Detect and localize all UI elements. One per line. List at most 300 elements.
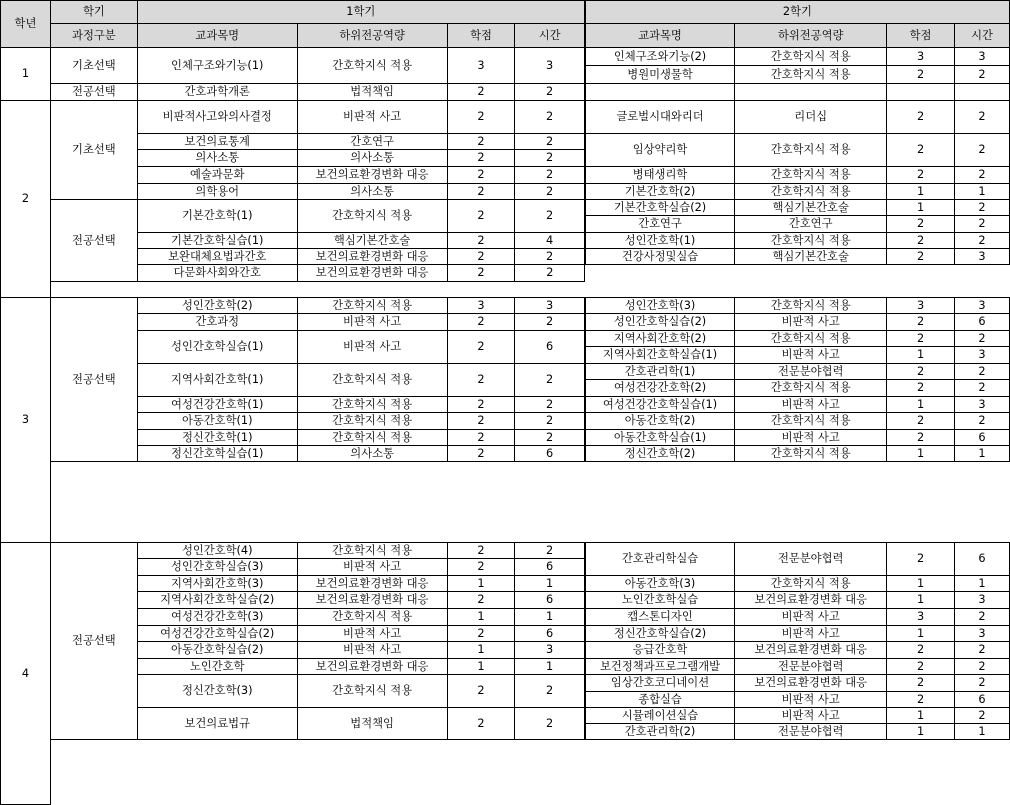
- sem2-credit: 2: [887, 233, 955, 249]
- table-row: [1, 184, 1010, 200]
- sem1-credit: 2: [447, 150, 515, 167]
- sem1-credit: 3: [447, 298, 515, 314]
- sem2-credit: 2: [887, 543, 955, 576]
- sem1-credit: 2: [447, 84, 515, 101]
- sem1-subject: 노인간호학: [137, 659, 297, 675]
- sem2-credit: 1: [887, 708, 955, 724]
- sem1-credit: 2: [447, 314, 515, 331]
- sem2-subject: 간호관리학(1): [585, 364, 735, 380]
- sem2-competency: 비판적 사고: [735, 430, 887, 446]
- sem2-subject: 간호관리학(2): [585, 724, 735, 740]
- sem2-subject: 인체구조와기능(2): [585, 48, 735, 66]
- sem2-competency: 전문분야협력: [735, 364, 887, 380]
- sem1-subject: 지역사회간호학(3): [137, 576, 297, 592]
- year-cell: 4: [1, 543, 51, 805]
- sem1-hours: 4: [515, 233, 585, 249]
- sem1-subject: 간호과정: [137, 314, 297, 331]
- sem2-hours: 6: [955, 543, 1010, 576]
- category-cell: 전공선택: [50, 543, 137, 740]
- sem2-credit: 3: [887, 609, 955, 626]
- sem1-credit: 2: [447, 543, 515, 559]
- sem1-hours: 2: [515, 167, 585, 184]
- sem1-hours: 2: [515, 265, 585, 282]
- sem1-hours: 2: [515, 430, 585, 446]
- sem2-hours: [955, 84, 1010, 101]
- sem1-competency: 간호학지식 적용: [297, 430, 447, 446]
- sem1-competency: 간호학지식 적용: [297, 413, 447, 430]
- table-row: [1, 167, 1010, 184]
- sem1-subject: 성인간호학실습(3): [137, 559, 297, 576]
- sem1-credit: 1: [447, 659, 515, 675]
- table-row: [1, 642, 1010, 659]
- sem1-credit: 2: [447, 364, 515, 397]
- sem2-competency: 보건의료환경변화 대응: [735, 642, 887, 659]
- sem1-credit: 2: [447, 265, 515, 282]
- sem2-competency: 핵심기본간호술: [735, 249, 887, 265]
- sem2-hours: 3: [955, 592, 1010, 609]
- sem1-hours: 6: [515, 446, 585, 462]
- sem2-subject: 간호관리학실습: [585, 543, 735, 576]
- sem1-subject: 지역사회간호학실습(2): [137, 592, 297, 609]
- sem2-credit: 3: [887, 48, 955, 66]
- sem2-competency: 간호학지식 적용: [735, 380, 887, 397]
- sem1-credit: 2: [447, 134, 515, 150]
- sem2-competency: 간호학지식 적용: [735, 413, 887, 430]
- sem1-subject: 지역사회간호학(1): [137, 364, 297, 397]
- sem1-credit: 3: [447, 48, 515, 84]
- sem2-credit: 2: [887, 642, 955, 659]
- semester2-header: 2학기: [585, 1, 1010, 24]
- sem2-credit: 1: [887, 200, 955, 216]
- sem1-subject: 간호과학개론: [137, 84, 297, 101]
- table-row: [1, 478, 1010, 495]
- sem1-credit: 2: [447, 200, 515, 233]
- sem1-competency: 비판적 사고: [297, 559, 447, 576]
- sem2-credit: 2: [887, 134, 955, 167]
- semester-header: 학기: [50, 1, 137, 24]
- sem2-hours: 1: [955, 446, 1010, 462]
- sem1-credit-header: 학점: [447, 24, 515, 48]
- sem1-competency: 간호학지식 적용: [297, 48, 447, 84]
- sem2-subject: 성인간호학실습(2): [585, 314, 735, 331]
- sem1-competency: 비판적 사고: [297, 314, 447, 331]
- sem1-hours: 2: [515, 675, 585, 708]
- table-row: [1, 84, 1010, 101]
- sem1-competency: 보건의료환경변화 대응: [297, 167, 447, 184]
- sem1-credit: 2: [447, 233, 515, 249]
- sem2-hours: 2: [955, 167, 1010, 184]
- sem2-subject: 임상약리학: [585, 134, 735, 167]
- sem2-hours: 1: [955, 724, 1010, 740]
- sem1-hours-header: 시간: [515, 24, 585, 48]
- sem1-competency: 의사소통: [297, 150, 447, 167]
- sem1-subject: 성인간호학(2): [137, 298, 297, 314]
- sem1-credit: 2: [447, 559, 515, 576]
- sem1-hours: 2: [515, 314, 585, 331]
- sem1-hours: 2: [515, 200, 585, 233]
- sem1-competency: 핵심기본간호술: [297, 233, 447, 249]
- sem1-credit: 2: [447, 184, 515, 200]
- sem2-hours: 2: [955, 101, 1010, 134]
- sem2-hours: 6: [955, 314, 1010, 331]
- sem1-subject: 성인간호학실습(1): [137, 331, 297, 364]
- sem1-competency: 비판적 사고: [297, 642, 447, 659]
- table-row: [1, 527, 1010, 543]
- table-row: [1, 397, 1010, 413]
- sem1-credit: 2: [447, 626, 515, 642]
- sem1-subject: 여성건강간호학실습(2): [137, 626, 297, 642]
- sem2-competency: 간호학지식 적용: [735, 134, 887, 167]
- sem2-competency: 간호학지식 적용: [735, 446, 887, 462]
- table-row: [1, 543, 1010, 559]
- table-row: [1, 134, 1010, 150]
- sem1-hours: 2: [515, 84, 585, 101]
- sem2-hours: 2: [955, 380, 1010, 397]
- sem1-competency: 보건의료환경변화 대응: [297, 576, 447, 592]
- sem2-subject: 병원미생물학: [585, 66, 735, 84]
- table-row: [1, 592, 1010, 609]
- sem2-subject: 지역사회간호학실습(1): [585, 347, 735, 364]
- semester1-header: 1학기: [137, 1, 585, 24]
- sem1-subject: 성인간호학(4): [137, 543, 297, 559]
- sem2-credit: 1: [887, 347, 955, 364]
- sem2-credit: 2: [887, 413, 955, 430]
- sem2-hours: 1: [955, 576, 1010, 592]
- sem2-subject: 간호연구: [585, 216, 735, 233]
- sem2-subject: 캡스톤디자인: [585, 609, 735, 626]
- table-row: [1, 659, 1010, 675]
- sem2-hours: 3: [955, 298, 1010, 314]
- sem1-credit: 2: [447, 249, 515, 265]
- sem1-competency: 비판적 사고: [297, 331, 447, 364]
- sem2-hours: 3: [955, 48, 1010, 66]
- table-row: [1, 462, 1010, 478]
- sem1-hours: 2: [515, 184, 585, 200]
- sem2-competency: 비판적 사고: [735, 692, 887, 708]
- sem1-credit: 2: [447, 167, 515, 184]
- sem2-hours: 2: [955, 659, 1010, 675]
- sem1-credit: 2: [447, 413, 515, 430]
- sem1-subject: 보완대체요법과간호: [137, 249, 297, 265]
- sem2-credit-header: 학점: [887, 24, 955, 48]
- sem1-competency: 간호학지식 적용: [297, 609, 447, 626]
- sem2-hours: 2: [955, 134, 1010, 167]
- sem2-credit: 1: [887, 626, 955, 642]
- sem2-credit: 2: [887, 692, 955, 708]
- table-row: [1, 200, 1010, 216]
- sem2-credit: 2: [887, 101, 955, 134]
- sem2-competency: 간호학지식 적용: [735, 184, 887, 200]
- sem1-hours: 3: [515, 298, 585, 314]
- sem2-credit: 1: [887, 576, 955, 592]
- sem1-subject: 인체구조와기능(1): [137, 48, 297, 84]
- table-row: [1, 495, 1010, 511]
- sem1-credit: 2: [447, 430, 515, 446]
- sem1-competency: 간호연구: [297, 134, 447, 150]
- sem2-credit: [887, 84, 955, 101]
- sem2-hours: 2: [955, 66, 1010, 84]
- sem1-subject: 다문화사회와간호: [137, 265, 297, 282]
- sem1-credit: 1: [447, 609, 515, 626]
- sem2-hours-header: 시간: [955, 24, 1010, 48]
- sem2-hours: 2: [955, 233, 1010, 249]
- sem2-credit: 3: [887, 298, 955, 314]
- table-row: [1, 626, 1010, 642]
- sem1-subject: 예술과문화: [137, 167, 297, 184]
- sem2-competency: [735, 84, 887, 101]
- sem2-credit: 2: [887, 430, 955, 446]
- sem1-hours: 2: [515, 364, 585, 397]
- table-row: [1, 708, 1010, 724]
- sem2-hours: 2: [955, 642, 1010, 659]
- sem2-competency: 핵심기본간호술: [735, 200, 887, 216]
- sem1-hours: 6: [515, 626, 585, 642]
- sem2-subject: 정신간호학실습(2): [585, 626, 735, 642]
- category-cell: 기초선택: [50, 101, 137, 200]
- sem2-subject: 기본간호학실습(2): [585, 200, 735, 216]
- sem2-competency: 간호학지식 적용: [735, 48, 887, 66]
- table-row: [1, 413, 1010, 430]
- table-row: [1, 773, 1010, 789]
- table-row: [1, 675, 1010, 692]
- sem2-subject-header: 교과목명: [585, 24, 735, 48]
- sem2-competency: 간호학지식 적용: [735, 167, 887, 184]
- sem2-subject: 성인간호학(3): [585, 298, 735, 314]
- sem2-competency: 간호학지식 적용: [735, 298, 887, 314]
- sem2-hours: 2: [955, 364, 1010, 380]
- sem1-competency: 보건의료환경변화 대응: [297, 592, 447, 609]
- sem1-competency: 보건의료환경변화 대응: [297, 265, 447, 282]
- sem2-hours: 1: [955, 184, 1010, 200]
- table-row: [1, 249, 1010, 265]
- sem2-subject: 여성건강간호학(2): [585, 380, 735, 397]
- category-cell: 기초선택: [50, 48, 137, 84]
- sem2-hours: 2: [955, 675, 1010, 692]
- sem1-competency: 법적책임: [297, 708, 447, 740]
- sem1-credit: 2: [447, 592, 515, 609]
- sem2-subject: 병태생리학: [585, 167, 735, 184]
- sem1-credit: 2: [447, 446, 515, 462]
- sem2-competency: 간호학지식 적용: [735, 331, 887, 347]
- sem2-subject: 시뮬레이션실습: [585, 708, 735, 724]
- table-row: [1, 364, 1010, 380]
- table-row: [1, 757, 1010, 773]
- sem2-competency: 전문분야협력: [735, 724, 887, 740]
- sem2-subject: 임상간호코디네이션: [585, 675, 735, 692]
- sem1-hours: 2: [515, 249, 585, 265]
- table-row: [1, 101, 1010, 117]
- sem2-competency: 보건의료환경변화 대응: [735, 675, 887, 692]
- sem1-hours: 1: [515, 576, 585, 592]
- sem2-hours: 3: [955, 347, 1010, 364]
- sem1-hours: 6: [515, 331, 585, 364]
- sem1-credit: 2: [447, 675, 515, 708]
- sem1-hours: 1: [515, 609, 585, 626]
- sem2-credit: 2: [887, 659, 955, 675]
- sem1-credit: 2: [447, 101, 515, 134]
- sem2-subject: 아동간호학(2): [585, 413, 735, 430]
- sem1-competency: 법적책임: [297, 84, 447, 101]
- sem1-hours: 2: [515, 134, 585, 150]
- sem2-hours: 2: [955, 331, 1010, 347]
- sem2-subject: 건강사정및실습: [585, 249, 735, 265]
- sem2-competency: 리더십: [735, 101, 887, 134]
- sem1-hours: 2: [515, 413, 585, 430]
- sem2-hours: 3: [955, 397, 1010, 413]
- sem1-subject: 의학용어: [137, 184, 297, 200]
- sem2-subject: 기본간호학(2): [585, 184, 735, 200]
- sem2-credit: 1: [887, 592, 955, 609]
- sem2-subject: 보건정책과프로그램개발: [585, 659, 735, 675]
- sem2-credit: 1: [887, 446, 955, 462]
- sem1-subject: 여성건강간호학(1): [137, 397, 297, 413]
- sem1-credit: 2: [447, 708, 515, 740]
- category-cell: 전공선택: [50, 298, 137, 462]
- table-row: [1, 789, 1010, 805]
- category-cell: 전공선택: [50, 84, 137, 101]
- sem2-subject: [585, 84, 735, 101]
- sem2-competency: 보건의료환경변화 대응: [735, 592, 887, 609]
- sem2-competency: 비판적 사고: [735, 314, 887, 331]
- year-cell: 3: [1, 298, 51, 543]
- sem2-hours: 6: [955, 692, 1010, 708]
- sem2-competency: 간호학지식 적용: [735, 233, 887, 249]
- sem2-hours: 3: [955, 249, 1010, 265]
- sem1-subject-header: 교과목명: [137, 24, 297, 48]
- sem2-subject: 지역사회간호학(2): [585, 331, 735, 347]
- sem2-hours: 2: [955, 200, 1010, 216]
- sem2-subject: 정신간호학(2): [585, 446, 735, 462]
- sem2-competency-header: 하위전공역량: [735, 24, 887, 48]
- sem2-credit: 2: [887, 66, 955, 84]
- sem1-subject: 여성건강간호학(3): [137, 609, 297, 626]
- sem1-competency: 간호학지식 적용: [297, 543, 447, 559]
- sem2-credit: 2: [887, 364, 955, 380]
- table-row: [1, 511, 1010, 527]
- sem2-subject: 노인간호학실습: [585, 592, 735, 609]
- category-cell: 전공선택: [50, 200, 137, 282]
- sem1-competency: 보건의료환경변화 대응: [297, 249, 447, 265]
- sem2-competency: 간호연구: [735, 216, 887, 233]
- sem1-hours: 2: [515, 397, 585, 413]
- sem2-competency: 비판적 사고: [735, 397, 887, 413]
- sem2-subject: 여성건강간호학실습(1): [585, 397, 735, 413]
- sem2-subject: 성인간호학(1): [585, 233, 735, 249]
- sem1-subject: 기본간호학(1): [137, 200, 297, 233]
- table-row: [1, 233, 1010, 249]
- sem2-credit: 2: [887, 314, 955, 331]
- sem1-competency-header: 하위전공역량: [297, 24, 447, 48]
- sem1-competency: 간호학지식 적용: [297, 397, 447, 413]
- year-cell: 1: [1, 48, 51, 101]
- sem2-credit: 2: [887, 675, 955, 692]
- table-row: [1, 48, 1010, 66]
- sem1-hours: 2: [515, 101, 585, 134]
- sem1-competency: 의사소통: [297, 184, 447, 200]
- sem1-subject: 아동간호학실습(2): [137, 642, 297, 659]
- sem2-hours: 2: [955, 216, 1010, 233]
- sem2-credit: 1: [887, 724, 955, 740]
- sem1-hours: 3: [515, 48, 585, 84]
- table-row: [1, 446, 1010, 462]
- table-row: [1, 609, 1010, 626]
- sem1-subject: 아동간호학(1): [137, 413, 297, 430]
- sem2-competency: 비판적 사고: [735, 347, 887, 364]
- sem1-competency: 간호학지식 적용: [297, 675, 447, 708]
- sem2-competency: 간호학지식 적용: [735, 576, 887, 592]
- sem1-competency: 비판적 사고: [297, 101, 447, 134]
- sem2-subject: 종합실습: [585, 692, 735, 708]
- sem2-hours: 6: [955, 430, 1010, 446]
- sem1-subject: 정신간호학(3): [137, 675, 297, 708]
- sem2-subject: 글로벌시대와리더: [585, 101, 735, 134]
- table-row: [1, 298, 1010, 314]
- sem1-hours: 6: [515, 592, 585, 609]
- sem2-credit: 1: [887, 397, 955, 413]
- year-header: 학년: [1, 1, 51, 48]
- sem2-competency: 전문분야협력: [735, 659, 887, 675]
- sem2-credit: 2: [887, 216, 955, 233]
- year-cell: 2: [1, 101, 51, 298]
- sem2-subject: 아동간호학(3): [585, 576, 735, 592]
- sem1-credit: 2: [447, 397, 515, 413]
- sem1-credit: 1: [447, 576, 515, 592]
- table-row: [1, 740, 1010, 757]
- sem1-subject: 정신간호학(1): [137, 430, 297, 446]
- sem1-hours: 2: [515, 543, 585, 559]
- sem1-competency: 간호학지식 적용: [297, 200, 447, 233]
- sem2-credit: 2: [887, 249, 955, 265]
- table-row: [1, 265, 1010, 282]
- table-row: [1, 576, 1010, 592]
- sem1-subject: 정신간호학실습(1): [137, 446, 297, 462]
- sem1-subject: 보건의료법규: [137, 708, 297, 740]
- sem1-credit: 1: [447, 642, 515, 659]
- table-row: [1, 314, 1010, 331]
- sem1-competency: 간호학지식 적용: [297, 298, 447, 314]
- sem2-hours: 2: [955, 413, 1010, 430]
- table-row: [1, 430, 1010, 446]
- sem2-hours: 3: [955, 626, 1010, 642]
- sem1-hours: 1: [515, 659, 585, 675]
- sem2-credit: 2: [887, 167, 955, 184]
- sem1-credit: 2: [447, 331, 515, 364]
- category-header: 과정구분: [50, 24, 137, 48]
- sem1-subject: 의사소통: [137, 150, 297, 167]
- sem1-subject: 비판적사고와의사결정: [137, 101, 297, 134]
- sem2-subject: 응급간호학: [585, 642, 735, 659]
- sem1-competency: 의사소통: [297, 446, 447, 462]
- sem1-competency: 비판적 사고: [297, 626, 447, 642]
- sem1-subject: 보건의료통계: [137, 134, 297, 150]
- sem1-competency: 간호학지식 적용: [297, 364, 447, 397]
- sem1-hours: 6: [515, 559, 585, 576]
- sem2-hours: 2: [955, 708, 1010, 724]
- sem2-subject: 아동간호학실습(1): [585, 430, 735, 446]
- sem2-credit: 1: [887, 184, 955, 200]
- sem2-credit: 2: [887, 331, 955, 347]
- table-row: [1, 331, 1010, 347]
- sem1-hours: 3: [515, 642, 585, 659]
- sem2-competency: 비판적 사고: [735, 626, 887, 642]
- sem1-competency: 보건의료환경변화 대응: [297, 659, 447, 675]
- sem1-hours: 2: [515, 150, 585, 167]
- sem1-subject: 기본간호학실습(1): [137, 233, 297, 249]
- sem1-hours: 2: [515, 708, 585, 740]
- table-row: [1, 282, 1010, 298]
- sem2-competency: 전문분야협력: [735, 543, 887, 576]
- sem2-competency: 간호학지식 적용: [735, 66, 887, 84]
